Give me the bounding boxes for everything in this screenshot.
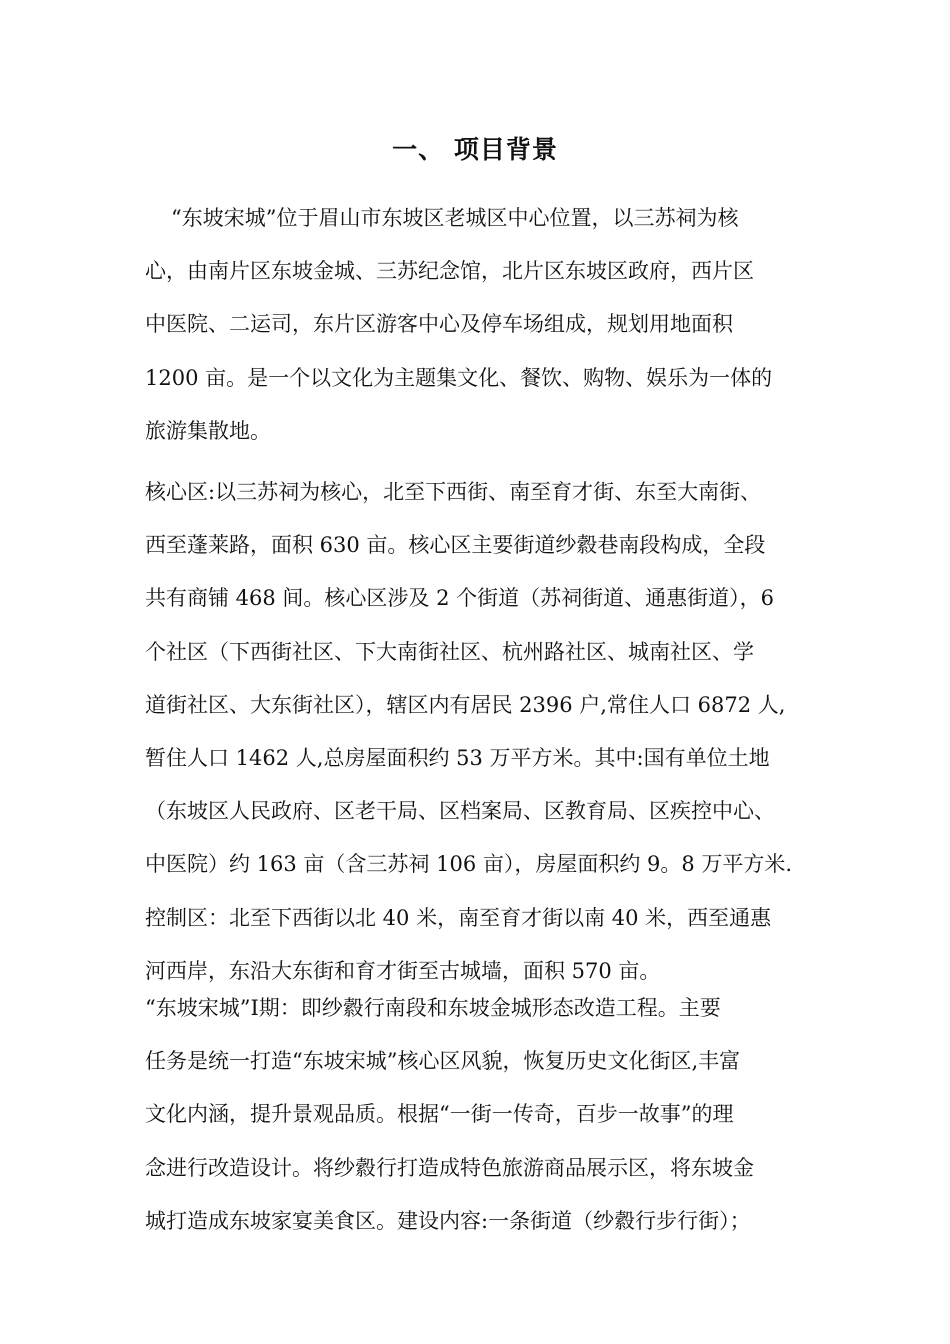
text-line: “东坡宋城”Ⅰ期：即纱縠行南段和东坡金城形态改造工程。主要	[145, 996, 721, 1020]
text-line: 城打造成东坡家宴美食区。建设内容:一条街道（纱縠行步行街）；	[145, 1208, 751, 1233]
text-line: 旅游集散地。	[145, 418, 271, 443]
text-line: 中医院、二运司，东片区游客中心及停车场组成，规划用地面积	[145, 312, 733, 337]
text-line: 心，由南片区东坡金城、三苏纪念馆，北片区东坡区政府，西片区	[145, 259, 754, 284]
text-line: 任务是统一打造“东坡宋城”核心区风貌，恢复历史文化街区,丰富	[145, 1049, 741, 1074]
text-line: 念进行改造设计。将纱縠行打造成特色旅游商品展示区，将东坡金	[145, 1155, 754, 1180]
text-line: 控制区：北至下西街以北 40 米，南至育才街以南 40 米，西至通惠	[145, 905, 772, 930]
paragraph-background	[145, 192, 815, 458]
text-line: 1200 亩。是一个以文化为主题集文化、餐饮、购物、娱乐为一体的	[145, 365, 773, 390]
text-line: 道街社区、大东街社区），辖区内有居民 2396 户,常住人口 6872 人,	[145, 692, 786, 717]
text-line: 共有商铺 468 间。核心区涉及 2 个街道（苏祠街道、通惠街道），6	[145, 586, 775, 611]
text-line: 暂住人口 1462 人,总房屋面积约 53 万平方米。其中:国有单位土地	[145, 745, 770, 770]
text-line: 文化内涵，提升景观品质。根据“一街一传奇，百步一故事”的理	[145, 1102, 734, 1127]
paragraph-phase-one	[145, 982, 815, 1248]
section-heading: 一、 项目背景	[392, 135, 558, 164]
text-line: （东坡区人民政府、区老干局、区档案局、区教育局、区疾控中心、	[145, 799, 775, 824]
paragraph-core-area	[145, 466, 815, 998]
text-line: 西至蓬莱路，面积 630 亩。核心区主要街道纱縠巷南段构成，全段	[145, 533, 766, 558]
text-line: “东坡宋城”位于眉山市东坡区老城区中心位置，以三苏祠为核	[171, 206, 739, 230]
text-line: 个社区（下西街社区、下大南街社区、杭州路社区、城南社区、学	[145, 639, 754, 664]
text-line: 核心区:以三苏祠为核心，北至下西街、南至育才街、东至大南街、	[145, 480, 762, 504]
text-line: 河西岸，东沿大东街和育才街至古城墙，面积 570 亩。	[145, 958, 661, 983]
text-line: 中医院）约 163 亩（含三苏祠 106 亩），房屋面积约 9。8 万平方米.	[145, 852, 793, 877]
